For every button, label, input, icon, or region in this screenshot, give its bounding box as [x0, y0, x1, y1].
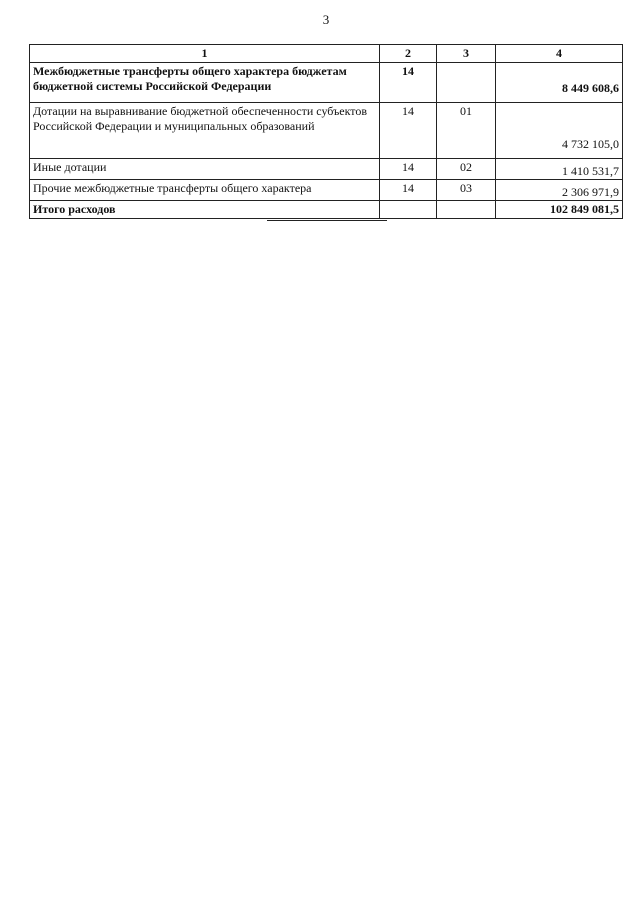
- row-amount: 2 306 971,9: [496, 180, 623, 201]
- row-name: Прочие межбюджетные трансферты общего характера: [30, 180, 380, 201]
- row-subsection: 03: [437, 180, 496, 201]
- table-header-row: [30, 45, 623, 63]
- row-subsection: 01: [437, 103, 496, 159]
- page-number: 3: [322, 12, 330, 27]
- table-row: [30, 180, 623, 201]
- row-section: 14: [380, 180, 437, 201]
- row-amount: 1 410 531,7: [496, 159, 623, 180]
- end-of-table-separator: [267, 220, 387, 221]
- row-name: Дотации на выравнивание бюджетной обеспеченности субъектов Российской Федерации и муниципальных образований: [30, 103, 380, 159]
- table-row: [30, 159, 623, 180]
- row-subsection: [437, 63, 496, 103]
- row-section: 14: [380, 103, 437, 159]
- row-subsection: 02: [437, 159, 496, 180]
- row-amount: 4 732 105,0: [496, 103, 623, 159]
- row-section: 14: [380, 63, 437, 103]
- header-cell: 3: [437, 45, 496, 63]
- total-row: [30, 201, 623, 219]
- budget-expenditure-table: [29, 44, 623, 219]
- table-row: [30, 103, 623, 159]
- total-subsection-empty: [437, 201, 496, 219]
- table-row: [30, 63, 623, 103]
- header-cell: 4: [496, 45, 623, 63]
- row-section: 14: [380, 159, 437, 180]
- row-name: Межбюджетные трансферты общего характера бюджетам бюджетной системы Российской Федерации: [30, 63, 380, 103]
- total-label: Итого расходов: [30, 201, 380, 219]
- total-section-empty: [380, 201, 437, 219]
- header-cell: 1: [30, 45, 380, 63]
- header-cell: 2: [380, 45, 437, 63]
- row-amount: 8 449 608,6: [496, 63, 623, 103]
- row-name: Иные дотации: [30, 159, 380, 180]
- total-amount: 102 849 081,5: [496, 201, 623, 219]
